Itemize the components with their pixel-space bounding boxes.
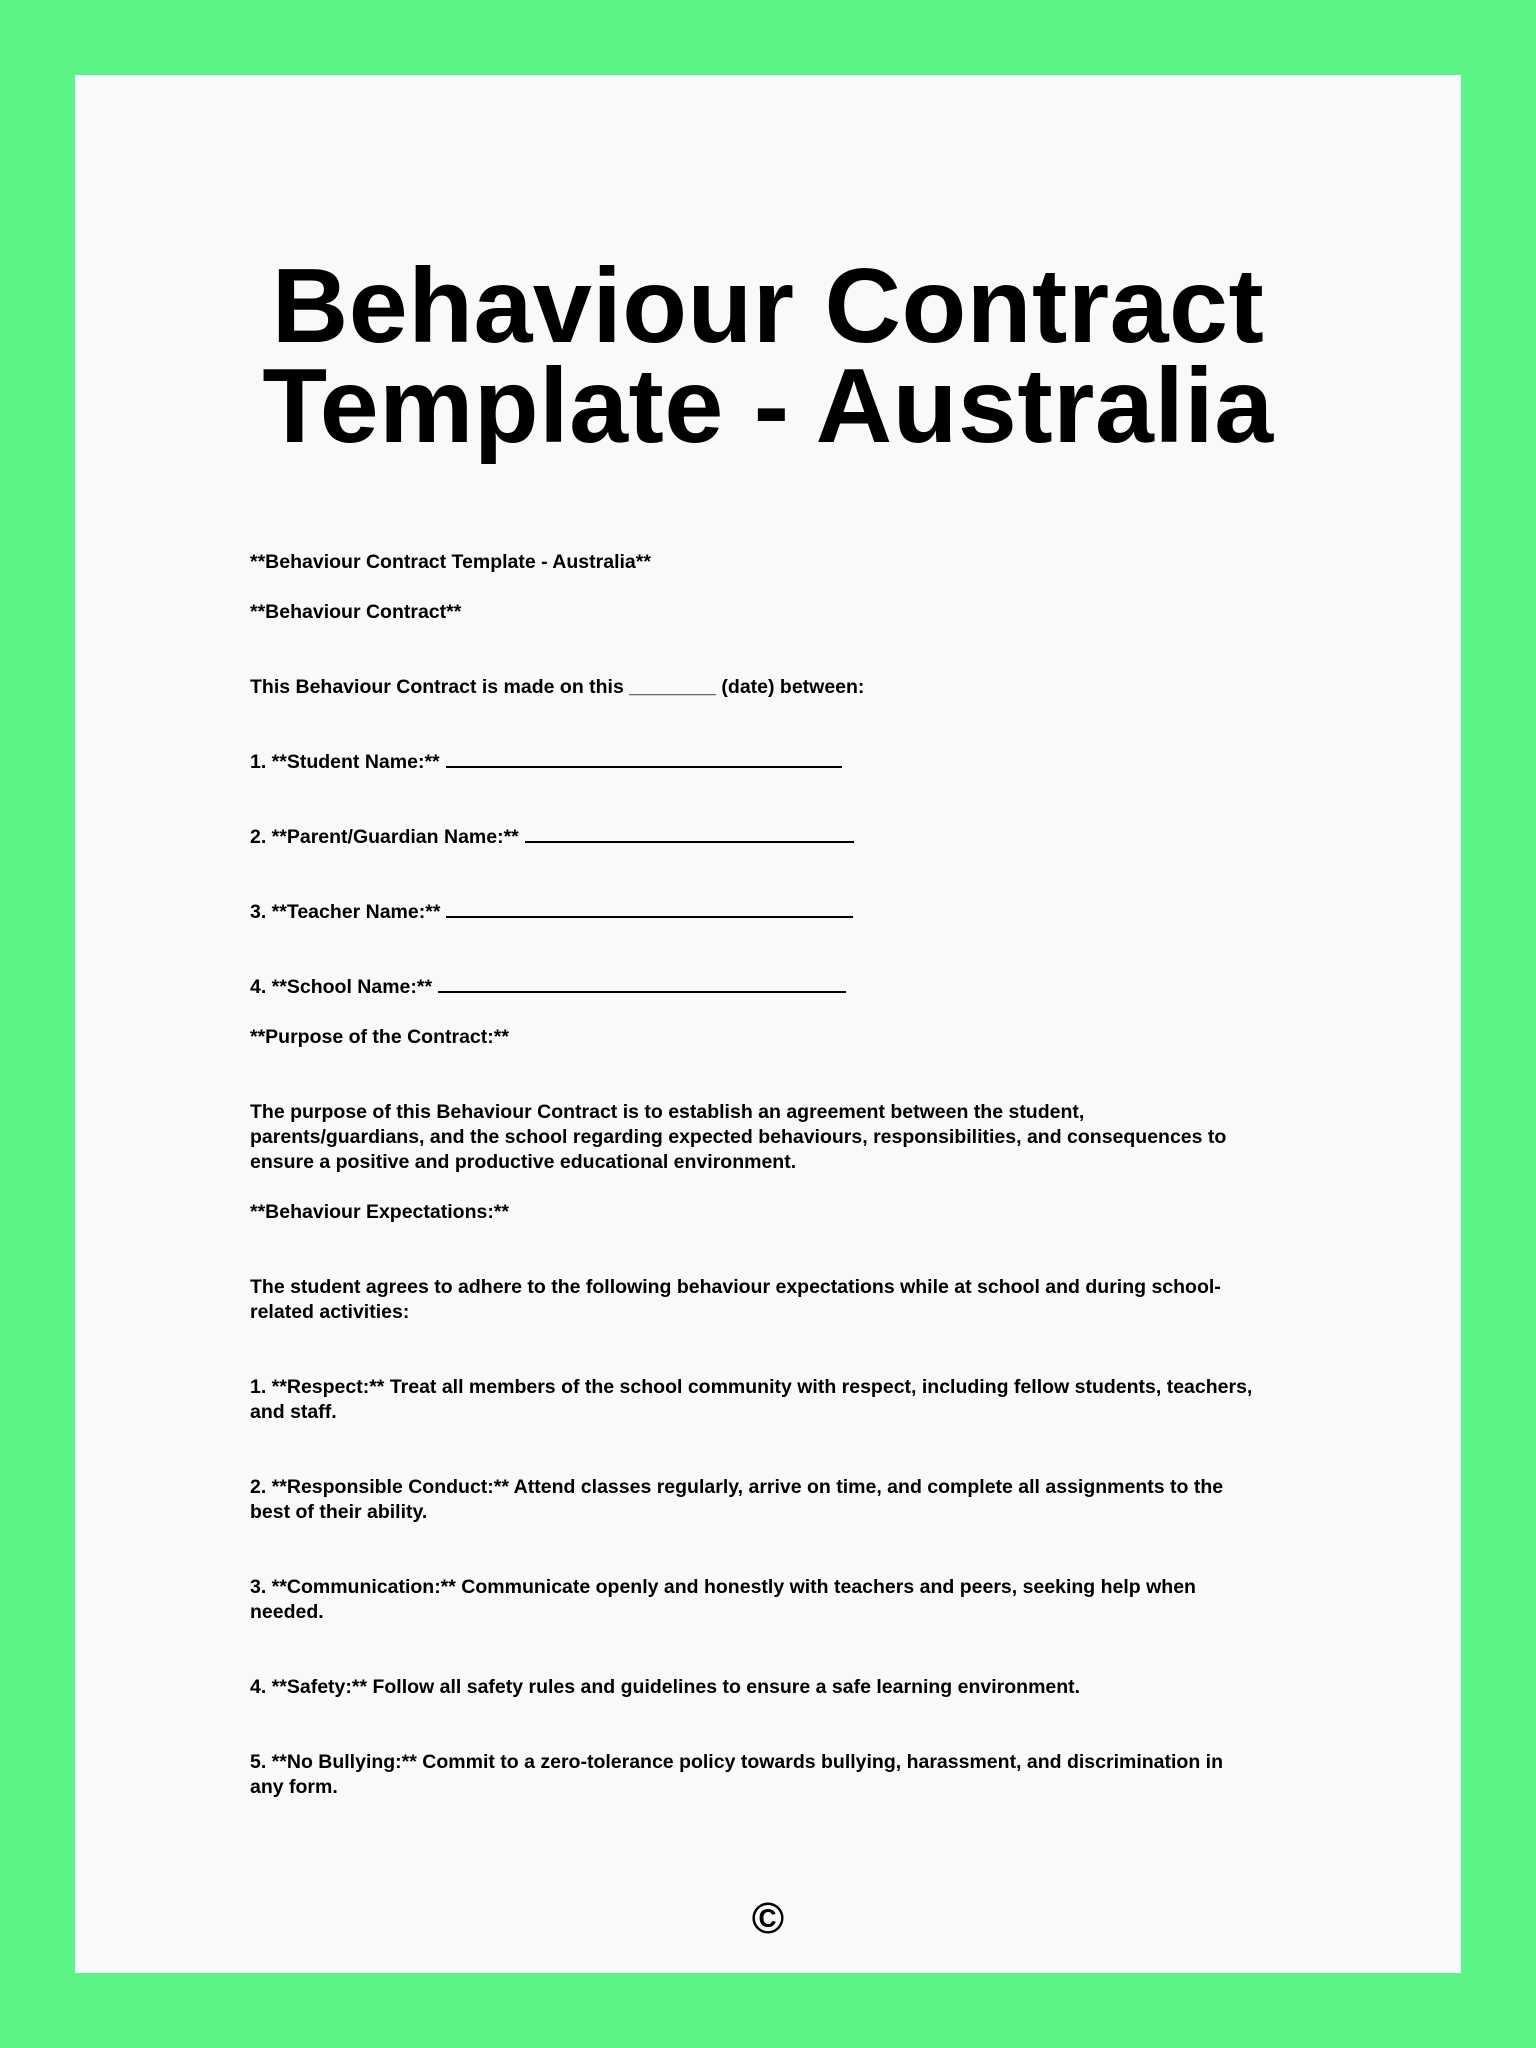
party-label: 1. **Student Name:**: [250, 751, 440, 773]
page-title: Behaviour Contract Template - Australia: [262, 247, 1274, 465]
party-label: 3. **Teacher Name:**: [250, 901, 441, 923]
school-name-blank: [438, 975, 846, 993]
party-label: 2. **Parent/Guardian Name:**: [250, 826, 519, 848]
party-line-parent: [250, 825, 1260, 850]
party-label: 4. **School Name:**: [250, 976, 433, 998]
document-page: [75, 75, 1461, 1973]
party-line-teacher: [250, 900, 1260, 925]
expectation-item: 1. **Respect:** Treat all members of the school community with respect, including fellow students, teachers, and staff.: [250, 1376, 1258, 1423]
doc-heading: **Behaviour Contract Template - Australia**: [250, 551, 651, 573]
expectation-item: 3. **Communication:** Communicate openly and honestly with teachers and peers, seeking help when needed.: [250, 1576, 1202, 1623]
party-line-student: [250, 750, 1260, 775]
party-line-school: [250, 975, 1260, 1000]
expectation-item: 5. **No Bullying:** Commit to a zero-tolerance policy towards bullying, harassment, and discrimination in any form.: [250, 1751, 1229, 1798]
expectations-heading: **Behaviour Expectations:**: [250, 1201, 509, 1223]
purpose-paragraph: The purpose of this Behaviour Contract is to establish an agreement between the student, parents/guardians, and the school regarding expected behaviours, responsibilities, and consequences to ensure a positive and productive educational environment.: [250, 1101, 1232, 1173]
teacher-name-blank: [446, 900, 853, 918]
purpose-heading: **Purpose of the Contract:**: [250, 1026, 509, 1048]
copyright-icon: ©: [751, 1894, 785, 1943]
student-name-blank: [446, 750, 842, 768]
expectation-item: 4. **Safety:** Follow all safety rules and guidelines to ensure a safe learning environment.: [250, 1676, 1081, 1698]
intro-paragraph: This Behaviour Contract is made on this ________ (date) between:: [250, 676, 865, 698]
expectations-intro: The student agrees to adhere to the following behaviour expectations while at school and during school-related activities:: [250, 1276, 1221, 1323]
expectation-item: 2. **Responsible Conduct:** Attend classes regularly, arrive on time, and complete all assignments to the best of their ability.: [250, 1476, 1229, 1523]
doc-subheading: **Behaviour Contract**: [250, 601, 462, 623]
parent-name-blank: [525, 825, 854, 843]
